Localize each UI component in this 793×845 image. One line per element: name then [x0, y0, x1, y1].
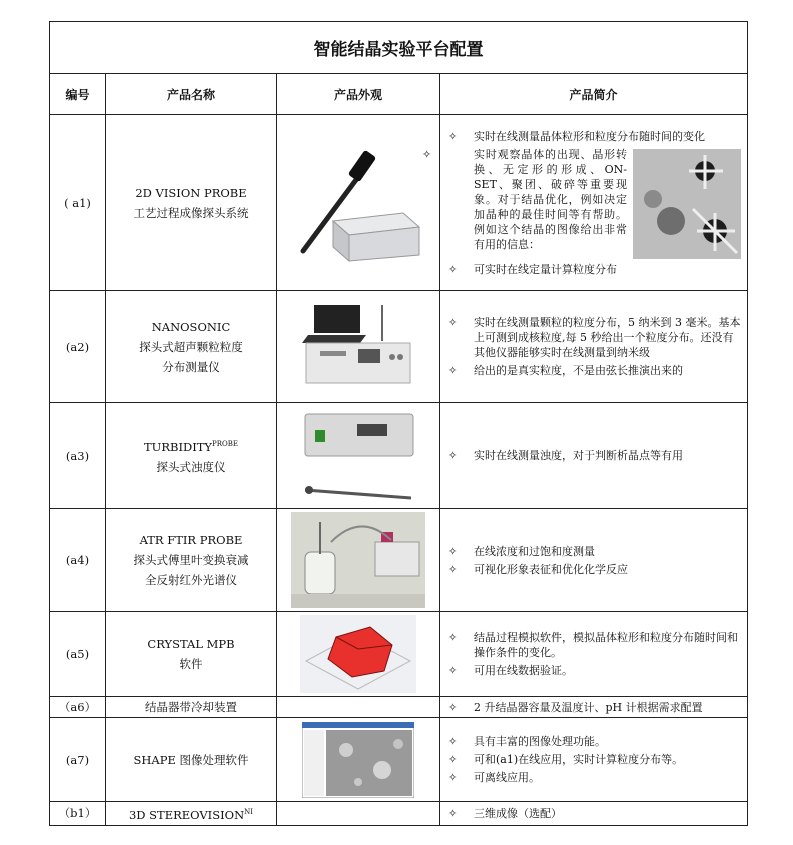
list-item: ✧ 给出的是真实粒度，不是由弦长推演出来的 — [448, 364, 683, 377]
config-table — [49, 21, 748, 826]
row-id: ( a1) — [50, 115, 106, 291]
row-id: (a7) — [50, 718, 106, 802]
table-row — [50, 509, 748, 612]
row-id: （a6） — [50, 697, 106, 718]
list-item: ✧ 可离线应用。 — [448, 771, 540, 784]
table-title: 智能结晶实验平台配置 — [50, 22, 748, 74]
list-item: ✧ 可和(a1)在线应用，实时计算粒度分布等。 — [448, 753, 684, 766]
product-name: 2D VISION PROBE 工艺过程成像探头系统 — [106, 115, 277, 291]
table-row — [50, 697, 748, 718]
table-row — [50, 612, 748, 697]
product-name: SHAPE 图像处理软件 — [106, 718, 277, 802]
row-id: （b1） — [50, 802, 106, 826]
3d-crystal-plot — [277, 612, 440, 697]
product-intro — [440, 612, 748, 697]
header-id: 编号 — [50, 74, 106, 115]
product-name: ATR FTIR PROBE 探头式傅里叶变换衰减 全反射红外光谱仪 — [106, 509, 277, 612]
product-intro — [422, 115, 748, 291]
product-intro — [440, 697, 748, 718]
product-intro — [440, 718, 748, 802]
laptop-instrument-photo — [277, 291, 440, 403]
list-item: ✧ 实时在线测量晶体粒形和粒度分布随时间的变化 — [448, 129, 705, 143]
empty-appearance — [277, 697, 440, 718]
list-item: ✧ 实时在线测量浊度，对于判断析晶点等有用 — [448, 449, 683, 462]
row-id: (a2) — [50, 291, 106, 403]
table-row — [50, 802, 748, 826]
product-intro — [440, 802, 748, 826]
list-item: ✧ 结晶过程模拟软件，模拟晶体粒形和粒度分布随时间和操作条件的变化。 — [448, 631, 738, 659]
product-name: 结晶器带冷却装置 — [106, 697, 277, 718]
header-name: 产品名称 — [106, 74, 277, 115]
crystal-micrograph — [633, 149, 741, 259]
list-item: ✧ 实时在线测量颗粒的粒度分布，5 纳米到 3 毫米。基本上可测到成核粒度,每 5 秒给出一个粒度分布。还没有其他仪器能够实时在线测量到纳米级 — [448, 316, 741, 359]
table-row — [50, 291, 748, 403]
empty-appearance — [277, 802, 440, 826]
product-intro — [440, 403, 748, 509]
header-appearance: 产品外观 — [277, 74, 440, 115]
header-intro: 产品简介 — [440, 74, 748, 115]
lab-setup-photo — [277, 509, 440, 612]
product-intro — [440, 291, 748, 403]
software-screenshot — [277, 718, 440, 802]
row-id: (a3) — [50, 403, 106, 509]
product-name: NANOSONIC 探头式超声颗粒粒度 分布测量仪 — [106, 291, 277, 403]
probe-and-box-photo — [277, 115, 440, 291]
table-row — [50, 403, 748, 509]
list-item: ✧ 三维成像（选配） — [448, 806, 562, 820]
row-id: (a5) — [50, 612, 106, 697]
table-row — [50, 115, 748, 291]
product-name: 3D $STEREOVISION^{NI}$ — [106, 802, 277, 826]
list-item: ✧ 实时观察晶体的出现、晶形转换、无定形的形成、ON-SET、聚团、破碎等重要现象。对于结晶优化，例如决定加晶种的最佳时间等有帮助。例如这个结晶的图像给出非常有用的信息： — [448, 147, 741, 259]
list-item: ✧ 可用在线数据验证。 — [448, 664, 573, 677]
list-item: ✧ 具有丰富的图像处理功能。 — [448, 735, 606, 748]
product-name: CRYSTAL MPB 软件 — [106, 612, 277, 697]
list-item: ✧ 在线浓度和过饱和度测量 — [448, 544, 595, 558]
list-item: ✧ 可视化形象表征和优化化学反应 — [448, 562, 628, 576]
turbidity-meter-photo — [277, 403, 440, 509]
table-row — [50, 718, 748, 802]
list-item: ✧ 2 升结晶器容量及温度计、pH 计根据需求配置 — [448, 700, 703, 714]
product-intro — [440, 509, 748, 612]
row-id: (a4) — [50, 509, 106, 612]
product-name: $TURBIDITY^{PROBE}$ 探头式浊度仪 — [106, 403, 277, 509]
list-item: ✧ 可实时在线定量计算粒度分布 — [448, 262, 617, 276]
